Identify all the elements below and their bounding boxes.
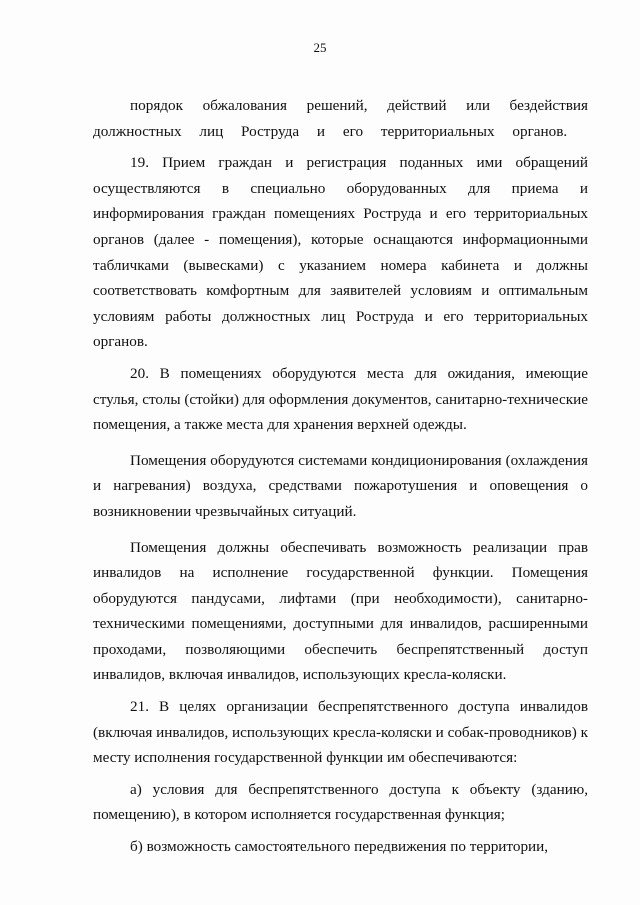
paragraph-19-reception-premises: 19. Прием граждан и регистрация поданных ими обращений осуществляются в специально оборудованных для приема и информирования граждан помещениях Роструда и его территориальных органов (далее - помещения), которые оснащаются информационными табличками (вывесками) с указанием номера кабинета и должны соответствовать комфортным для заявителей условиям и оптимальным условиям работы должностных лиц Роструда и его территориальных органов. xyxy=(93,154,588,351)
list-item-a: а) условия для беспрепятственного доступа к объекту (зданию, помещению), в котором исполняется государственная функция; xyxy=(93,780,588,824)
paragraph-20-waiting-areas: 20. В помещениях оборудуются места для ожидания, имеющие стулья, столы (стойки) для оформления документов, санитарно-технические помещения, а также места для хранения верхней одежды. xyxy=(93,364,588,434)
page-number: 25 xyxy=(313,40,327,55)
paragraph-appeal-procedure-continuation: порядок обжалования решений, действий или бездействия должностных лиц Роструда и его территориальных органов. xyxy=(93,97,588,140)
document-body xyxy=(93,93,588,860)
paragraph-ventilation-fire-systems: Помещения оборудуются системами кондиционирования (охлаждения и нагревания) воздуха, средствами пожаротушения и оповещения о возникновении чрезвычайных ситуаций. xyxy=(93,451,588,520)
paragraph-disability-access: Помещения должны обеспечивать возможность реализации прав инвалидов на исполнение государственной функции. Помещения оборудуются пандусами, лифтами (при необходимости), санитарно-техническими помещениями, доступными для инвалидов, расширенными проходами, позволяющими обеспечить беспрепятственный доступ инвалидов, включая инвалидов, использующих кресла-коляски. xyxy=(93,538,588,684)
list-item-b: б) возможность самостоятельного передвижения по территории, xyxy=(130,838,549,856)
paragraph-21-accessibility-measures: 21. В целях организации беспрепятственного доступа инвалидов (включая инвалидов, использующих кресла-коляски и собак-проводников) к месту исполнения государственной функции им обеспечиваются: xyxy=(93,698,588,767)
